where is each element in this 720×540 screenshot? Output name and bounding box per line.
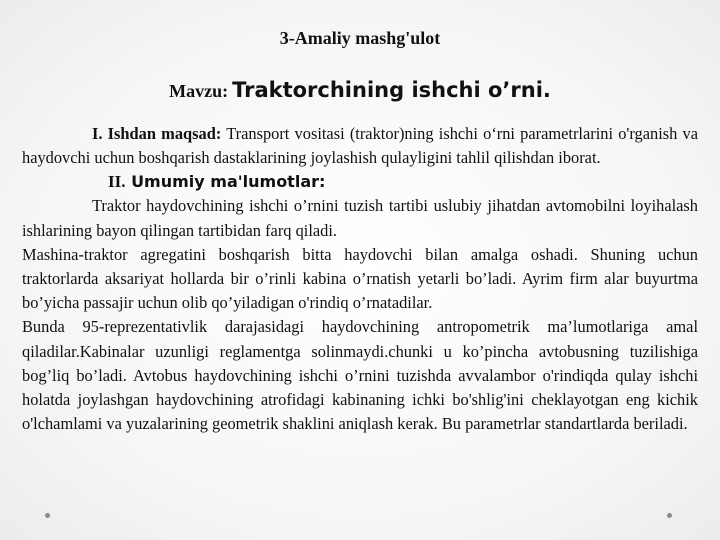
- section2-heading: Umumiy ma'lumotlar:: [131, 172, 326, 192]
- section1-text: Transport vositasi (traktor)ning ishchi o‘rni parametrlarini o'rganish va haydovchi uchun boshqarish dastaklarining joylashish qulayligini tahlil qilishdan iborat.: [22, 124, 698, 168]
- slide-body: [22, 122, 698, 436]
- topic-value: Traktorchining ishchi o’rni.: [232, 78, 551, 102]
- section1-heading: I. Ishdan maqsad:: [92, 124, 222, 143]
- topic-line: [0, 78, 720, 102]
- section1-paragraph: [22, 122, 698, 170]
- paragraph-3: Bunda 95-reprezentativlik darajasidagi haydovchining antropometrik ma’lumotlariga amal qiladilar.Kabinalar uzunligi reglamentga solinmaydi.chunki u ko’pincha avtobusning tuzilishiga bog’liq bo’ladi. Avtobus haydovchining ishchi o’rnini tuzishda avvalambor o'rindiqda qulay ishchi holatda joylashgan haydovchining atrofidagi kabinaning ichki bo'shlig'ini cheklayotgan eng kichik o'lchamlami va yuzalarining geometrik shaklini aniqlash kerak. Bu parametrlar standartlarda beriladi.: [22, 317, 698, 434]
- section2-heading-line: [22, 170, 698, 194]
- section2-number: II.: [108, 172, 126, 192]
- decorative-dot-right: [667, 513, 672, 518]
- decorative-dot-left: [45, 513, 50, 518]
- paragraph-2: Mashina-traktor agregatini boshqarish bitta haydovchi bilan amalga oshadi. Shuning uchun traktorlarda aksariyat hollarda bir o’rinli kabina o’rnatish yetarli bo’ladi. Ayrim firm alar buyurtma bo’yicha passajir uchun olib qo’yiladigan o'rindiq o’rnatadilar.: [22, 244, 698, 313]
- slide-title: 3-Amaliy mashg'ulot: [279, 28, 441, 48]
- topic-label: Mavzu:: [169, 81, 229, 101]
- paragraph-1: Traktor haydovchining ishchi o’rnini tuzish tartibi uslubiy jihatdan avtomobilni loyihalash ishlarining bayon qilingan tartibidan farq qiladi.: [22, 196, 698, 240]
